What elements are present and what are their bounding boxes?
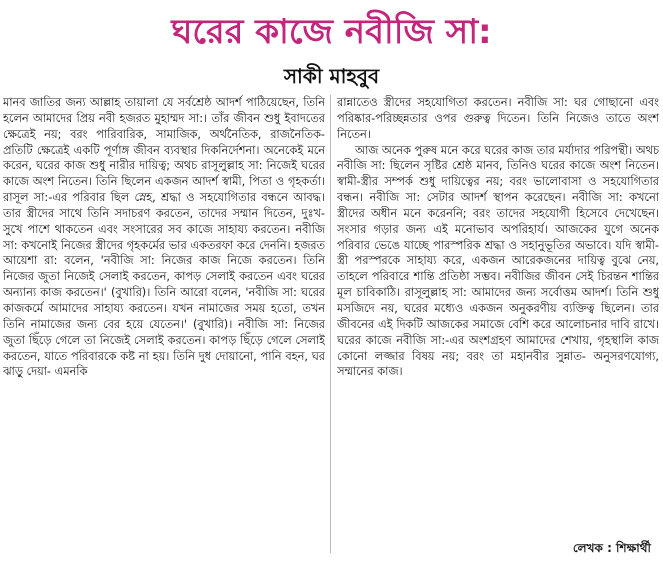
article-column-right	[337, 95, 659, 555]
author-credit: লেখক : শিক্ষার্থী	[572, 541, 651, 555]
body-paragraph: আজ অনেক পুরুষ মনে করে ঘরের কাজ তার মর্যাদার পরিপন্থী। অথচ নবীজি সা: ছিলেন সৃষ্টির শ্রেষ্ঠ মানব, তিনিও ঘরের কাজে অংশ নিতেন। স্বামী-স্ত্রীর সম্পর্ক শুধু দায়িত্বের নয়; বরং ভালোবাসা ও সহযোগিতার বন্ধন। নবীজি সা: সেটার আদর্শ স্থাপন করেছেন। নবীজি সা: কখনো স্ত্রীদের অধীন মনে করেননি; বরং তাদের সহযোগী হিসেবে দেখেছেন। সংসার গড়ার জন্য এই মনোভাব অপরিহার্য। আজকের যুগে অনেক পরিবার ভেঙে যাচ্ছে পারস্পরিক শ্রদ্ধা ও সহানুভূতির অভাবে। যদি স্বামী-স্ত্রী পরস্পরকে সাহায্য করে, একজন আরেকজনের দায়িত্ব বুঝে নেয়, তাহলে পরিবারে শান্তি প্রতিষ্ঠা সম্ভব। নবীজির জীবন সেই চিরন্তন শান্তির মূল চাবিকাঠি। রাসূলুল্লাহ সা: আমাদের জন্য সর্বোত্তম আদর্শ। তিনি শুধু মসজিদে নয়, ঘরের মধ্যেও একজন অনুকরণীয় ব্যক্তিত্ব ছিলেন। তার জীবনের এই দিকটি আজকের সমাজে বেশি করে আলোচনার দাবি রাখে। ঘরের কাজে নবীজি সা:-এর অংশগ্রহণ আমাদের শেখায়, গৃহস্থালি কাজ কোনো লজ্জার বিষয় নয়; বরং তা মহানবীর সুন্নাত- অনুসরণযোগ্য, সম্মানের কাজ।	[337, 143, 659, 379]
article-headline: ঘরের কাজে নবীজি সা:	[171, 12, 492, 52]
article-column-left	[3, 95, 325, 555]
author-byline: সাকী মাহবুব	[283, 64, 380, 88]
column-divider	[330, 95, 331, 553]
body-paragraph: মানব জাতির জন্য আল্লাহ তায়ালা যে সর্বশ্রেষ্ঠ আদর্শ পাঠিয়েছেন, তিনি হলেন আমাদের প্রিয় নবী হজরত মুহাম্মদ সা:। তাঁর জীবন শুধু ইবাদতের ক্ষেত্রেই নয়; বরং পারিবারিক, সামাজিক, অর্থনৈতিক, রাজনৈতিক- প্রতিটি ক্ষেত্রেই একটি পূর্ণাঙ্গ জীবন ব্যবস্থার দিকনির্দেশনা। অনেকেই মনে করেন, ঘরের কাজ শুধু নারীর দায়িত্ব; অথচ রাসূলুল্লাহ সা: নিজেই ঘরের কাজে অংশ নিতেন। তিনি ছিলেন একজন আদর্শ স্বামী, পিতা ও গৃহকর্তা। রাসূল সা:-এর পরিবার ছিল স্নেহ, শ্রদ্ধা ও সহযোগিতার বন্ধনে আবদ্ধ। তার স্ত্রীদের সাথে তিনি সদাচরণ করতেন, তাদের সম্মান দিতেন, দুঃখ-সুখে পাশে থাকতেন এবং সংসারের সব কাজে সাহায্য করতেন। নবীজি সা: কখনোই নিজের স্ত্রীদের গৃহকর্মের ভার একতরফা করে দেননি। হজরত আয়েশা রা: বলেন, 'নবীজি সা: নিজের কাজ নিজে করতেন। তিনি নিজের জুতা নিজেই সেলাই করতেন, কাপড় সেলাই করতেন এবং ঘরের অন্যান্য কাজ করতেন।' (বুখারি)। তিনি আরো বলেন, 'নবীজি সা: ঘরের কাজকর্মে আমাদের সাহায্য করতেন। যখন নামাজের সময় হতো, তখন তিনি নামাজের জন্য বের হয়ে যেতেন।' (বুখারি)। নবীজি সা: নিজের জুতা ছিঁড়ে গেলে তা নিজেই সেলাই করতেন। কাপড় ছিঁড়ে গেলে সেলাই করতেন, যাতে পরিবারকে কষ্ট না হয়। তিনি দুধ দোয়ানো, পানি বহন, ঘর ঝাড়ু দেয়া- এমনকি	[3, 96, 325, 379]
body-paragraph: রান্নাতেও স্ত্রীদের সহযোগিতা করতেন। নবীজি সা: ঘর গোছানো এবং পরিষ্কার-পরিচ্ছন্নতার ওপর গুরুত্ব দিতেন। তিনি নিজেও তাতে অংশ নিতেন।	[337, 96, 659, 141]
